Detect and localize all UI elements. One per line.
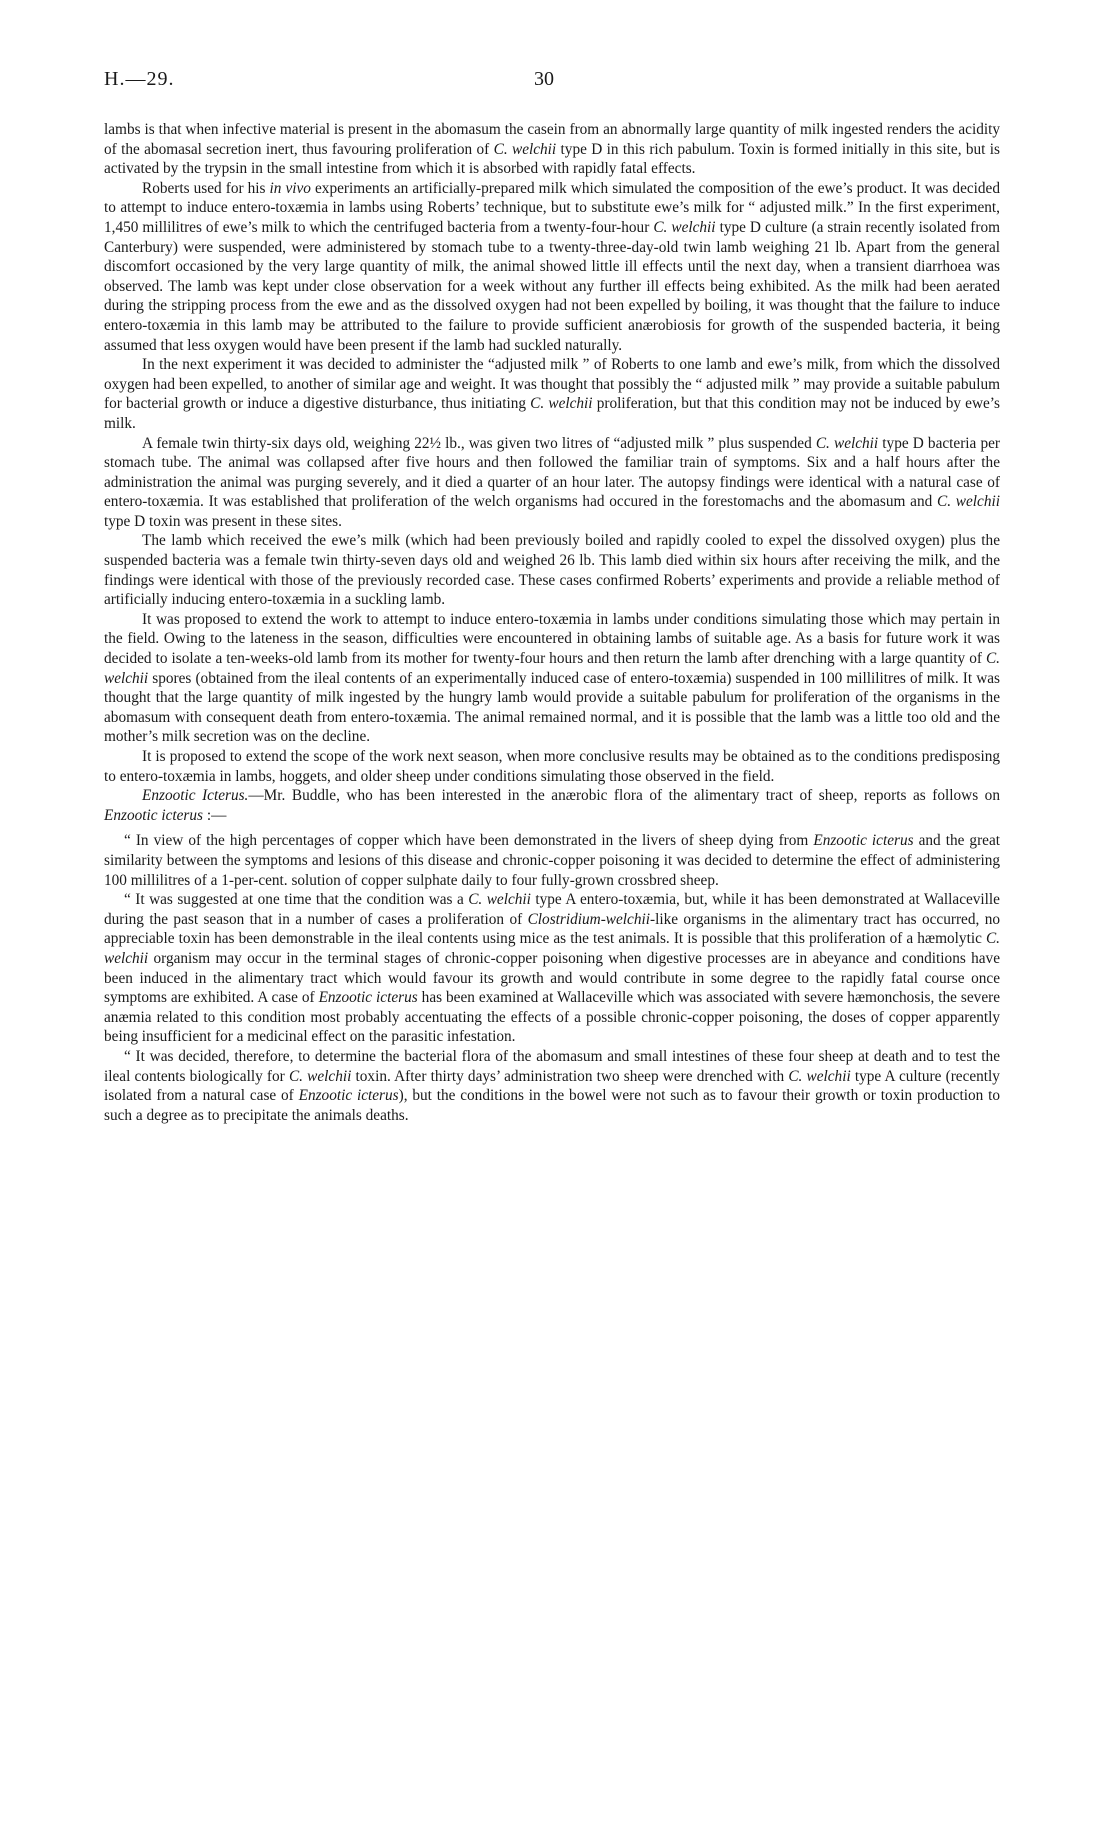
italic-text-run: in vivo	[269, 179, 311, 197]
text-run: toxin. After thirty days’ administration two sheep were drenched with	[351, 1067, 789, 1085]
italic-text-run: Clostridium-welchii	[527, 910, 650, 928]
text-run: lambs is that when infective material is present in the abomasum the casein from an abnormally large quantity of milk ingested renders the acidity of the abomasal secretion inert, thus favouring proliferation of	[104, 121, 1000, 158]
paragraph	[104, 120, 1000, 179]
text-run: type D toxin was present in these sites.	[104, 512, 342, 530]
text-run: “ It was decided, therefore, to determine the bacterial flora of the abomasum and small intestines of these four sheep at death and to test the ileal contents biologically for	[104, 1047, 1000, 1085]
italic-text-run: C. welchii	[530, 395, 593, 413]
paragraph	[104, 434, 1000, 532]
paragraph	[104, 747, 1000, 786]
italic-text-run: Enzootic Icterus.	[142, 787, 249, 805]
italic-text-run: Enzootic icterus	[298, 1087, 399, 1105]
text-run: type D in this rich pabulum. Toxin is formed initially in this site, but is activated by the trypsin in the small intestine from which it is absorbed with rapidly fatal effects.	[104, 140, 1000, 178]
paragraph	[104, 531, 1000, 609]
paragraph	[104, 786, 1000, 825]
text-run: and the great similarity between the symptoms and lesions of this disease and chronic-copper poisoning it was decided to determine the effect of administering 100 millilitres of a 1-per-cent. solution of copper sulphate daily to four fully-grown crossbred sheep.	[104, 832, 1000, 889]
text-run: :—	[203, 806, 227, 824]
italic-text-run: C. welchii	[653, 218, 716, 236]
text-run: organism may occur in the terminal stages of chronic-copper poisoning when digestive processes are in abeyance and conditions have been induced in the alimentary tract which would favour its growth and would contribute in some degree to the rapidly fatal course once symptoms are exhibited. A case of	[104, 949, 1000, 1007]
italic-text-run: C. welchii	[937, 493, 1000, 511]
text-run: In the next experiment it was decided to administer the “adjusted milk ” of Roberts to one lamb and ewe’s milk, from which the dissolved oxygen had been expelled, to another of similar age and weight. It was thought that possibly the “ adjusted milk ” may provide a suitable pabulum for bacterial growth or induce a digestive disturbance, thus initiating	[104, 356, 1000, 413]
text-run: proliferation, but that this condition may not be induced by ewe’s milk.	[104, 395, 1000, 432]
italic-text-run: C. welchii	[468, 891, 531, 909]
paragraph	[104, 610, 1000, 747]
report-code: H.—29.	[104, 68, 175, 90]
text-run: The lamb which received the ewe’s milk (which had been previously boiled and rapidly cooled to expel the dissolved oxygen) plus the suspended bacteria was a female twin thirty-seven days old and weighed 26 lb. This lamb died within six hours after receiving the milk, and the findings were identical with those of the previously recorded case. These cases confirmed Roberts’ experiments and provide a reliable method of artificially inducing entero-toxæmia in a suckling lamb.	[104, 532, 1000, 609]
page-header	[104, 68, 1008, 98]
italic-text-run: C. welchii	[493, 140, 557, 158]
body-text	[104, 120, 1000, 1125]
text-run: It was proposed to extend the work to attempt to induce entero-toxæmia in lambs under conditions simulating those which may pertain in the field. Owing to the lateness in the season, difficulties were encountered in obtaining lambs of suitable age. As a basis for future work it was decided to isolate a ten-weeks-old lamb from its mother for twenty-four hours and then return the lamb after drenching with a large quantity of	[104, 610, 1000, 668]
italic-text-run: Enzootic icterus	[104, 806, 203, 824]
text-run: experiments an artificially-prepared milk which simulated the composition of the ewe’s product. It was decided to attempt to induce entero-toxæmia in lambs using Roberts’ technique, but to substitute ewe’s milk for “ adjusted milk.” In the first experiment, 1,450 millilitres of ewe’s milk to which the centrifuged bacteria from a twenty-four-hour	[104, 179, 1000, 236]
text-run: type D culture (a strain recently isolated from Canterbury) were suspended, were administered by stomach tube to a twenty-three-day-old twin lamb weighing 21 lb. Apart from the general discomfort occasioned by the very large quantity of milk, the animal showed little ill effects until the next day, when a transient diarrhoea was observed. The lamb was kept under close observation for a week without any further ill effects being exhibited. As the milk had been aerated during the stripping process from the ewe and as the dissolved oxygen had not been expelled by boiling, it was thought that the failure to induce entero-toxæmia in this lamb may be attributed to the failure to provide sufficient anærobiosis for growth of the suspended bacteria, it being assumed that less oxygen would have been present if the lamb had suckled naturally.	[104, 218, 1000, 354]
paragraph	[104, 179, 1000, 355]
quoted-paragraph	[104, 1047, 1000, 1125]
text-run: -like organisms in the alimentary tract has occurred, no appreciable toxin has been demonstrable in the ileal contents using mice as the test animals. It is possible that this proliferation of a hæmolytic	[104, 910, 1000, 948]
italic-text-run: C. welchii	[815, 434, 879, 452]
text-run: has been examined at Wallaceville which was associated with severe hæmonchosis, the severe anæmia related to this condition most probably accentuating the effects of a possible chronic-copper poisoning, the doses of copper apparently being insufficient for a medicinal effect on the parasitic infestation.	[104, 989, 1000, 1046]
text-run: type A entero-toxæmia, but, while it has been demonstrated at Wallaceville during the past season that in a number of cases a proliferation of	[104, 891, 1000, 928]
quoted-paragraph	[104, 890, 1000, 1047]
text-run: “ It was suggested at one time that the condition was a	[124, 891, 469, 909]
italic-text-run: C. welchii	[788, 1067, 851, 1085]
quoted-paragraph	[104, 831, 1000, 890]
italic-text-run: Enzootic icterus	[318, 989, 418, 1007]
text-run: A female twin thirty-six days old, weighing 22½ lb., was given two litres of “adjusted milk ” plus suspended	[142, 434, 816, 452]
page-number: 30	[534, 68, 554, 90]
italic-text-run: C. welchii	[104, 930, 1000, 967]
italic-text-run: Enzootic icterus	[813, 832, 914, 850]
text-run: —Mr. Buddle, who has been interested in the anærobic flora of the alimentary tract of sheep, reports as follows on	[248, 787, 1000, 805]
italic-text-run: C. welchii	[288, 1067, 352, 1085]
text-run: Roberts used for his	[142, 179, 270, 197]
paragraph	[104, 355, 1000, 433]
italic-text-run: C. welchii	[104, 650, 1000, 687]
text-run: type A culture (recently isolated from a natural case of	[104, 1067, 1000, 1105]
text-run: “ In view of the high percentages of copper which have been demonstrated in the livers of sheep dying from	[124, 832, 814, 850]
text-run: ), but the conditions in the bowel were not such as to favour their growth or toxin production to such a degree as to precipitate the animals deaths.	[104, 1087, 1000, 1124]
text-run: type D bacteria per stomach tube. The animal was collapsed after five hours and then followed the familiar train of symptoms. Six and a half hours after the administration the animal was purging severely, and it died a quarter of an hour later. The autopsy findings were identical with a natural case of entero-toxæmia. It was established that proliferation of the welch organisms had occured in the forestomachs and the abomasum and	[104, 434, 1000, 511]
text-run: It is proposed to extend the scope of the work next season, when more conclusive results may be obtained as to the conditions predisposing to entero-toxæmia in lambs, hoggets, and older sheep under conditions simulating those observed in the field.	[104, 748, 1000, 785]
text-run: spores (obtained from the ileal contents of an experimentally induced case of entero-toxæmia) suspended in 100 millilitres of milk. It was thought that the large quantity of milk ingested by the hungry lamb would provide a suitable pabulum for proliferation of the organisms in the abomasum with consequent death from entero-toxæmia. The animal remained normal, and it is possible that the lamb was a little too old and the mother’s milk secretion was on the decline.	[104, 669, 1000, 746]
